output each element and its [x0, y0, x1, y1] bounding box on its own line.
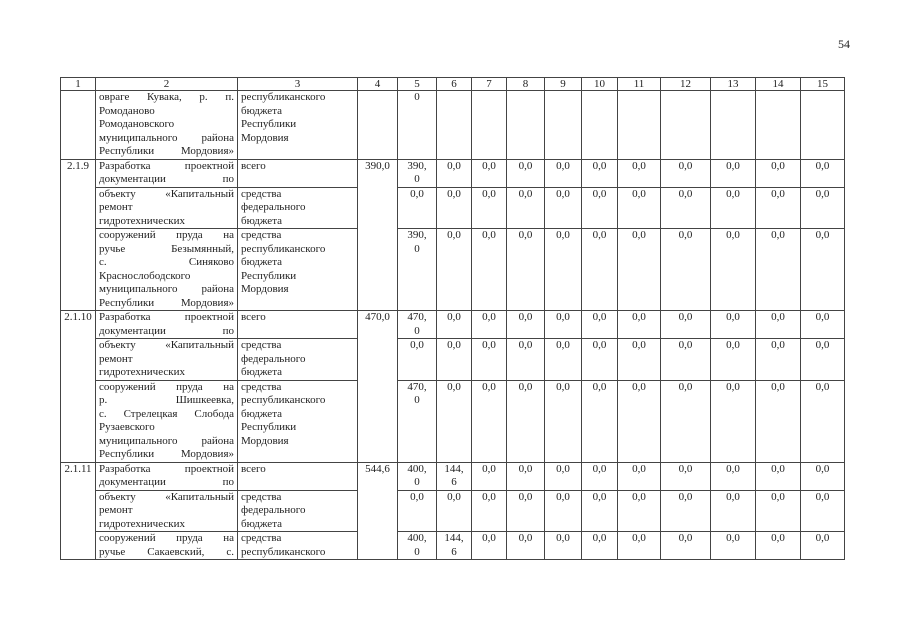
- cell-value: 0,0: [507, 380, 545, 462]
- cell-line: ремонт: [99, 201, 133, 213]
- cell-line: документации по: [99, 476, 234, 488]
- cell-line: 0,0: [410, 490, 424, 503]
- cell-line: документации по: [99, 324, 234, 337]
- cell-value: 0,0: [711, 159, 756, 187]
- cell-line: Республики Мордовия»: [99, 448, 234, 460]
- cell-value: 0,0: [661, 339, 711, 381]
- cell-value: 0,0: [661, 187, 711, 229]
- cell-line: 0: [414, 394, 420, 406]
- cell-description: [96, 91, 238, 160]
- cell-value: 0,0: [582, 339, 618, 381]
- table-row: [61, 462, 845, 490]
- cell-value: 0,0: [618, 311, 661, 339]
- header-cell: 1: [61, 78, 96, 91]
- cell-value: [398, 187, 437, 229]
- cell-line: 470,: [407, 311, 427, 323]
- cell-description: [96, 187, 238, 229]
- cell-description: [96, 490, 238, 532]
- cell-line: 0: [414, 242, 420, 255]
- cell-funding-source: [238, 462, 358, 490]
- cell-description: [96, 380, 238, 462]
- cell-value: 0,0: [661, 490, 711, 532]
- cell-line: республиканского: [241, 394, 326, 406]
- cell-value: 0,0: [545, 339, 582, 381]
- cell-value: [801, 91, 845, 160]
- cell-line: 390,: [407, 159, 427, 172]
- cell-description: [96, 311, 238, 339]
- cell-value: 0,0: [472, 229, 507, 311]
- header-cell: 11: [618, 78, 661, 91]
- cell-line: 0,0: [410, 187, 424, 200]
- cell-value: [437, 229, 472, 311]
- cell-line: гидротехнических: [99, 214, 185, 227]
- cell-value: [545, 91, 582, 160]
- cell-value: [398, 311, 437, 339]
- cell-line: объекту «Капитальный: [99, 187, 234, 200]
- cell-value: 0,0: [582, 532, 618, 560]
- cell-line: бюджета: [241, 256, 283, 268]
- cell-line: 144,: [444, 532, 464, 544]
- cell-value: 0,0: [507, 229, 545, 311]
- cell-total: 544,6: [358, 462, 398, 560]
- cell-value: 0,0: [711, 339, 756, 381]
- cell-line: всего: [241, 311, 266, 323]
- cell-value: 0,0: [582, 159, 618, 187]
- cell-funding-source: [238, 229, 358, 311]
- cell-line: республиканского: [241, 545, 326, 558]
- cell-value: 0,0: [545, 380, 582, 462]
- cell-value: [437, 532, 472, 560]
- cell-line: объекту «Капитальный: [99, 339, 234, 351]
- cell-value: 0,0: [711, 187, 756, 229]
- cell-line: бюджета: [241, 214, 283, 227]
- cell-value: [398, 91, 437, 160]
- cell-value: 0,0: [472, 490, 507, 532]
- cell-value: 0,0: [545, 159, 582, 187]
- cell-value: 0,0: [661, 462, 711, 490]
- cell-line: документации по: [99, 173, 234, 185]
- cell-value: 0,0: [618, 532, 661, 560]
- page-number: 54: [838, 37, 850, 51]
- cell-line: р. Шишкеевка,: [99, 394, 234, 406]
- cell-line: 0: [414, 91, 420, 103]
- header-cell: 14: [756, 78, 801, 91]
- cell-value: 0,0: [756, 490, 801, 532]
- cell-value: 0,0: [618, 187, 661, 229]
- cell-line: Республики Мордовия»: [99, 296, 234, 309]
- cell-value: 0,0: [756, 229, 801, 311]
- table-row: [61, 532, 845, 560]
- cell-line: 0: [414, 173, 420, 185]
- cell-description: [96, 462, 238, 490]
- header-cell: 7: [472, 78, 507, 91]
- cell-value: 0,0: [507, 532, 545, 560]
- cell-line: средства: [241, 229, 282, 241]
- cell-id: 2.1.11: [61, 462, 96, 560]
- cell-description: [96, 229, 238, 311]
- cell-line: 400,: [407, 532, 427, 544]
- cell-line: средства: [241, 187, 282, 200]
- cell-value: 0,0: [756, 462, 801, 490]
- cell-value: 0,0: [472, 532, 507, 560]
- table-row: [61, 311, 845, 339]
- cell-value: 0,0: [801, 380, 845, 462]
- cell-line: Разработка проектной: [99, 462, 234, 475]
- cell-description: [96, 339, 238, 381]
- cell-value: 0,0: [801, 159, 845, 187]
- cell-line: сооружений пруда на: [99, 532, 234, 544]
- cell-value: 0,0: [507, 490, 545, 532]
- cell-value: 0,0: [472, 159, 507, 187]
- cell-line: Ромоданово: [99, 104, 155, 117]
- cell-line: Разработка проектной: [99, 311, 234, 323]
- cell-value: [398, 229, 437, 311]
- table-row: [61, 339, 845, 381]
- header-cell: 3: [238, 78, 358, 91]
- cell-value: 0,0: [618, 159, 661, 187]
- cell-line: 0: [414, 545, 420, 558]
- cell-line: 6: [451, 545, 457, 558]
- header-cell: 13: [711, 78, 756, 91]
- cell-line: 0,0: [447, 159, 461, 172]
- cell-line: 6: [451, 476, 457, 488]
- table-row: [61, 380, 845, 462]
- cell-value: 0,0: [618, 229, 661, 311]
- cell-value: 0,0: [801, 462, 845, 490]
- cell-line: республиканского: [241, 242, 326, 255]
- cell-line: Мордовия: [241, 131, 289, 144]
- cell-funding-source: [238, 339, 358, 381]
- cell-value: 0,0: [582, 187, 618, 229]
- cell-value: 0,0: [472, 339, 507, 381]
- cell-funding-source: [238, 532, 358, 560]
- cell-value: [437, 339, 472, 381]
- cell-line: Рузаевского: [99, 421, 155, 433]
- cell-value: 0,0: [507, 462, 545, 490]
- cell-value: 0,0: [507, 311, 545, 339]
- cell-line: объекту «Капитальный: [99, 490, 234, 503]
- cell-line: средства: [241, 490, 282, 503]
- cell-line: ручье Сакаевский, с.: [99, 545, 234, 558]
- cell-value: [661, 91, 711, 160]
- cell-line: гидротехнических: [99, 517, 185, 530]
- cell-total: 390,0: [358, 159, 398, 311]
- header-cell: 2: [96, 78, 238, 91]
- cell-value: 0,0: [545, 187, 582, 229]
- cell-value: 0,0: [507, 339, 545, 381]
- cell-value: 0,0: [801, 339, 845, 381]
- cell-line: гидротехнических: [99, 366, 185, 378]
- cell-value: 0,0: [661, 380, 711, 462]
- cell-line: федерального: [241, 201, 306, 213]
- header-row: [61, 78, 845, 91]
- cell-value: 0,0: [582, 380, 618, 462]
- cell-value: 0,0: [801, 229, 845, 311]
- cell-line: всего: [241, 159, 266, 172]
- cell-value: 0,0: [545, 490, 582, 532]
- cell-description: [96, 532, 238, 560]
- cell-value: 0,0: [472, 187, 507, 229]
- cell-value: 0,0: [756, 311, 801, 339]
- cell-line: Мордовия: [241, 434, 289, 447]
- cell-line: 0: [414, 324, 420, 337]
- cell-id: 2.1.9: [61, 159, 96, 311]
- cell-value: 0,0: [801, 311, 845, 339]
- cell-line: бюджета: [241, 517, 283, 530]
- cell-value: 0,0: [756, 532, 801, 560]
- cell-funding-source: [238, 91, 358, 160]
- cell-value: 0,0: [618, 462, 661, 490]
- cell-value: 0,0: [507, 159, 545, 187]
- cell-line: 470,: [407, 380, 427, 393]
- cell-value: 0,0: [661, 311, 711, 339]
- cell-value: 0,0: [711, 490, 756, 532]
- cell-value: 0,0: [756, 159, 801, 187]
- cell-line: муниципального района: [99, 283, 234, 295]
- cell-line: 0,0: [447, 339, 461, 351]
- header-cell: 10: [582, 78, 618, 91]
- cell-value: 0,0: [472, 380, 507, 462]
- cell-value: 0,0: [472, 311, 507, 339]
- cell-value: 0,0: [618, 339, 661, 381]
- cell-line: бюджета: [241, 366, 283, 378]
- cell-value: 0,0: [545, 229, 582, 311]
- cell-line: всего: [241, 462, 266, 475]
- cell-total: 470,0: [358, 311, 398, 463]
- cell-line: ремонт: [99, 504, 133, 516]
- cell-funding-source: [238, 380, 358, 462]
- cell-value: 0,0: [618, 380, 661, 462]
- cell-value: 0,0: [545, 462, 582, 490]
- cell-line: 144,: [444, 462, 464, 475]
- cell-value: [398, 532, 437, 560]
- cell-value: [437, 490, 472, 532]
- cell-value: 0,0: [711, 532, 756, 560]
- cell-value: 0,0: [801, 187, 845, 229]
- cell-value: 0,0: [582, 462, 618, 490]
- cell-value: 0,0: [582, 311, 618, 339]
- cell-line: республиканского: [241, 91, 326, 103]
- cell-value: [437, 380, 472, 462]
- cell-description: [96, 159, 238, 187]
- cell-value: [437, 311, 472, 339]
- cell-line: сооружений пруда на: [99, 229, 234, 241]
- cell-line: 0,0: [410, 339, 424, 351]
- cell-value: [618, 91, 661, 160]
- cell-line: с. Стрелецкая Слобода: [99, 407, 234, 420]
- cell-value: [711, 91, 756, 160]
- cell-line: Республики: [241, 118, 297, 130]
- cell-id: [61, 91, 96, 160]
- cell-line: 0,0: [447, 311, 461, 323]
- table-row: [61, 187, 845, 229]
- cell-value: 0,0: [711, 380, 756, 462]
- cell-value: 0,0: [661, 229, 711, 311]
- cell-value: [437, 187, 472, 229]
- cell-line: Мордовия: [241, 283, 289, 295]
- cell-line: 400,: [407, 462, 427, 475]
- cell-line: 0,0: [447, 380, 461, 393]
- table-row: [61, 159, 845, 187]
- cell-value: [437, 91, 472, 160]
- cell-funding-source: [238, 159, 358, 187]
- cell-line: 0,0: [447, 187, 461, 200]
- cell-line: сооружений пруда на: [99, 380, 234, 393]
- cell-line: Республики: [241, 421, 297, 433]
- cell-line: овраге Кувака, р. п.: [99, 91, 234, 103]
- cell-value: 0,0: [711, 311, 756, 339]
- cell-value: [398, 339, 437, 381]
- cell-funding-source: [238, 311, 358, 339]
- cell-value: 0,0: [507, 187, 545, 229]
- table-row: [61, 229, 845, 311]
- cell-line: 0: [414, 476, 420, 488]
- header-cell: 6: [437, 78, 472, 91]
- cell-value: [398, 490, 437, 532]
- header-cell: 15: [801, 78, 845, 91]
- cell-line: 0,0: [447, 229, 461, 241]
- cell-value: [756, 91, 801, 160]
- cell-line: 0,0: [447, 490, 461, 503]
- header-cell: 4: [358, 78, 398, 91]
- cell-id: 2.1.10: [61, 311, 96, 463]
- cell-value: [398, 462, 437, 490]
- cell-line: Краснослободского: [99, 269, 191, 282]
- cell-value: [582, 91, 618, 160]
- cell-value: [398, 159, 437, 187]
- cell-funding-source: [238, 187, 358, 229]
- cell-value: 0,0: [661, 159, 711, 187]
- cell-line: средства: [241, 339, 282, 351]
- cell-line: Республики Мордовия»: [99, 145, 234, 157]
- cell-line: муниципального района: [99, 131, 234, 144]
- table-row: [61, 490, 845, 532]
- cell-line: бюджета: [241, 407, 283, 420]
- cell-value: 0,0: [756, 380, 801, 462]
- cell-value: [507, 91, 545, 160]
- cell-line: Разработка проектной: [99, 159, 234, 172]
- cell-line: 390,: [407, 229, 427, 241]
- cell-line: муниципального района: [99, 434, 234, 447]
- cell-line: с. Синяково: [99, 256, 234, 268]
- cell-line: ремонт: [99, 352, 133, 365]
- header-cell: 12: [661, 78, 711, 91]
- cell-value: 0,0: [801, 532, 845, 560]
- cell-value: 0,0: [472, 462, 507, 490]
- cell-line: бюджета: [241, 104, 283, 117]
- cell-value: 0,0: [756, 339, 801, 381]
- cell-line: федерального: [241, 504, 306, 516]
- cell-value: 0,0: [711, 462, 756, 490]
- cell-funding-source: [238, 490, 358, 532]
- program-table: [60, 77, 845, 560]
- cell-value: 0,0: [756, 187, 801, 229]
- cell-line: ручье Безымянный,: [99, 242, 234, 255]
- cell-value: 0,0: [545, 532, 582, 560]
- cell-value: 0,0: [545, 311, 582, 339]
- cell-line: федерального: [241, 352, 306, 365]
- cell-value: [472, 91, 507, 160]
- header-cell: 8: [507, 78, 545, 91]
- cell-value: 0,0: [711, 229, 756, 311]
- cell-value: [437, 159, 472, 187]
- cell-value: 0,0: [582, 229, 618, 311]
- cell-value: 0,0: [618, 490, 661, 532]
- header-cell: 5: [398, 78, 437, 91]
- cell-line: средства: [241, 532, 282, 544]
- cell-total: [358, 91, 398, 160]
- cell-value: 0,0: [801, 490, 845, 532]
- cell-line: Ромодановского: [99, 118, 175, 130]
- cell-value: [398, 380, 437, 462]
- cell-line: Республики: [241, 269, 297, 282]
- header-cell: 9: [545, 78, 582, 91]
- cell-line: средства: [241, 380, 282, 393]
- cell-value: [437, 462, 472, 490]
- table-row: [61, 91, 845, 160]
- cell-value: 0,0: [582, 490, 618, 532]
- table-body: [61, 78, 845, 560]
- cell-value: 0,0: [661, 532, 711, 560]
